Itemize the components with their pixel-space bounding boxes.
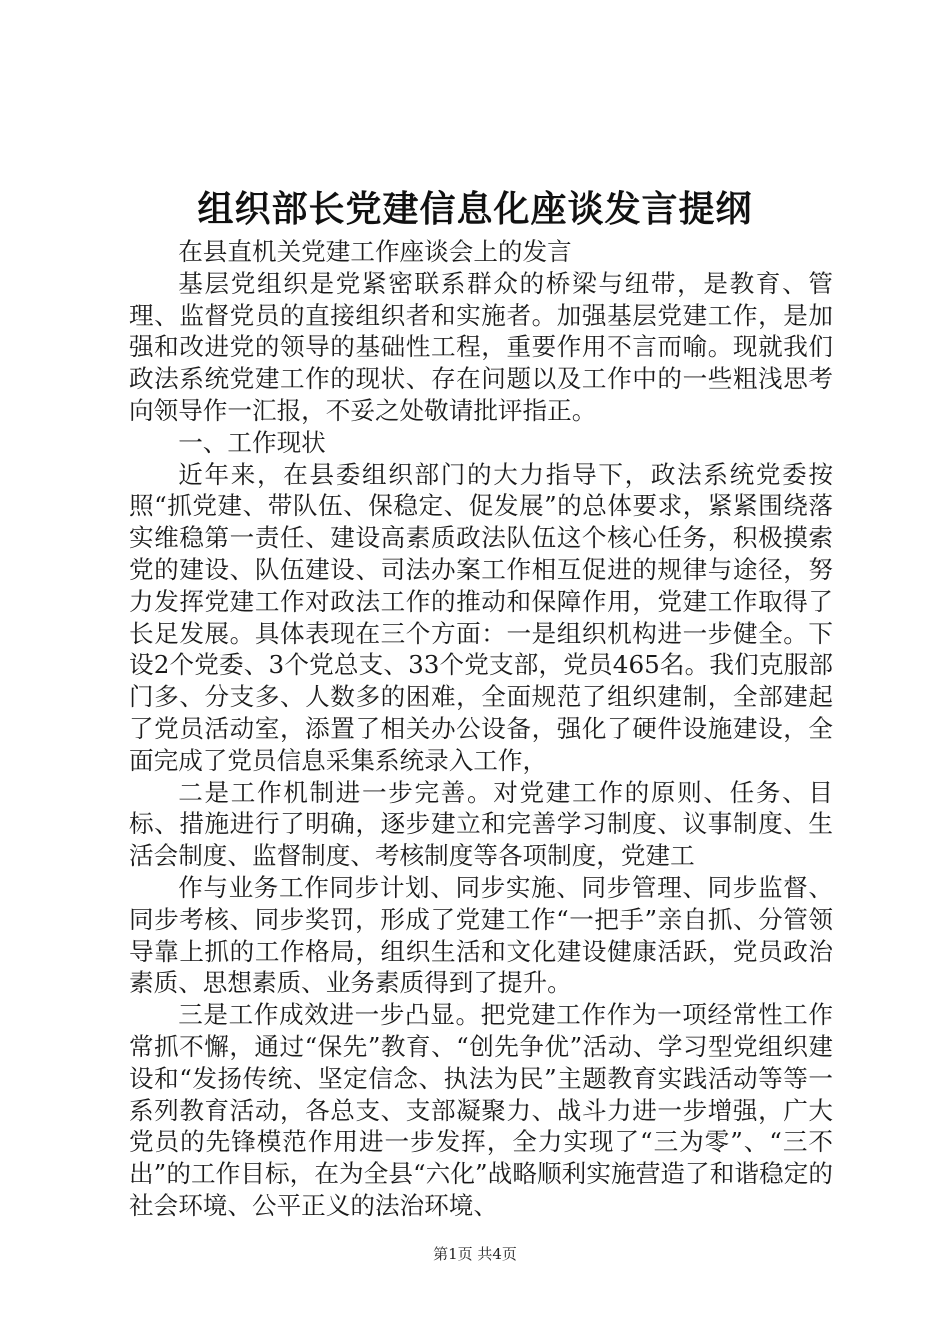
document-title: 组织部长党建信息化座谈发言提纲 [197,188,753,230]
document-body [129,236,833,1222]
paragraph-current-status: 近年来，在县委组织部门的大力指导下，政法系统党委按照“抓党建、带队伍、保稳定、促发展”的总体要求，紧紧围绕落实维稳第一责任、建设高素质政法队伍这个核心任务，积极摸索党的建设、队伍建设、司法办案工作相互促进的规律与途径，努力发挥党建工作对政法工作的推动和保障作用，党建工作取得了长足发展。具体表现在三个方面：一是组织机构进一步健全。下设2个党委、3个党总支、33个党支部，党员465名。我们克服部门多、分支多、人数多的困难，全面规范了组织建制，全部建起了党员活动室，添置了相关办公设备，强化了硬件设施建设，全面完成了党员信息采集系统录入工作， [129,459,833,775]
section-heading: 一、工作现状 [178,427,326,457]
paragraph-results: 三是工作成效进一步凸显。把党建工作作为一项经常性工作常抓不懈，通过“保先”教育、“创先争优”活动、学习型党组织建设和“发扬传统、坚定信念、执法为民”主题教育实践活动等等一系列教育活动，各总支、支部凝聚力、战斗力进一步增强，广大党员的先锋模范作用进一步发挥，全力实现了“三为零”、“三不出”的工作目标，在为全县“六化”战略顺利实施营造了和谐稳定的社会环境、公平正义的法治环境、 [129,1000,833,1220]
paragraph-mechanism-continued: 作与业务工作同步计划、同步实施、同步管理、同步监督、同步考核、同步奖罚，形成了党建工作“一把手”亲自抓、分管领导靠上抓的工作格局，组织生活和文化建设健康活跃，党员政治素质、思想素质、业务素质得到了提升。 [129,872,833,998]
page-number-footer: 第1页 共4页 [433,1245,517,1263]
paragraph-intro: 基层党组织是党紧密联系群众的桥梁与纽带，是教育、管理、监督党员的直接组织者和实施者。加强基层党建工作，是加强和改进党的领导的基础性工程，重要作用不言而喻。现就我们政法系统党建工作的现状、存在问题以及工作中的一些粗浅思考向领导作一汇报，不妥之处敬请批评指正。 [129,268,833,425]
paragraph-subtitle: 在县直机关党建工作座谈会上的发言 [178,237,572,266]
paragraph-mechanism: 二是工作机制进一步完善。对党建工作的原则、任务、目标、措施进行了明确，逐步建立和完善学习制度、议事制度、生活会制度、监督制度、考核制度等各项制度，党建工 [129,777,833,871]
